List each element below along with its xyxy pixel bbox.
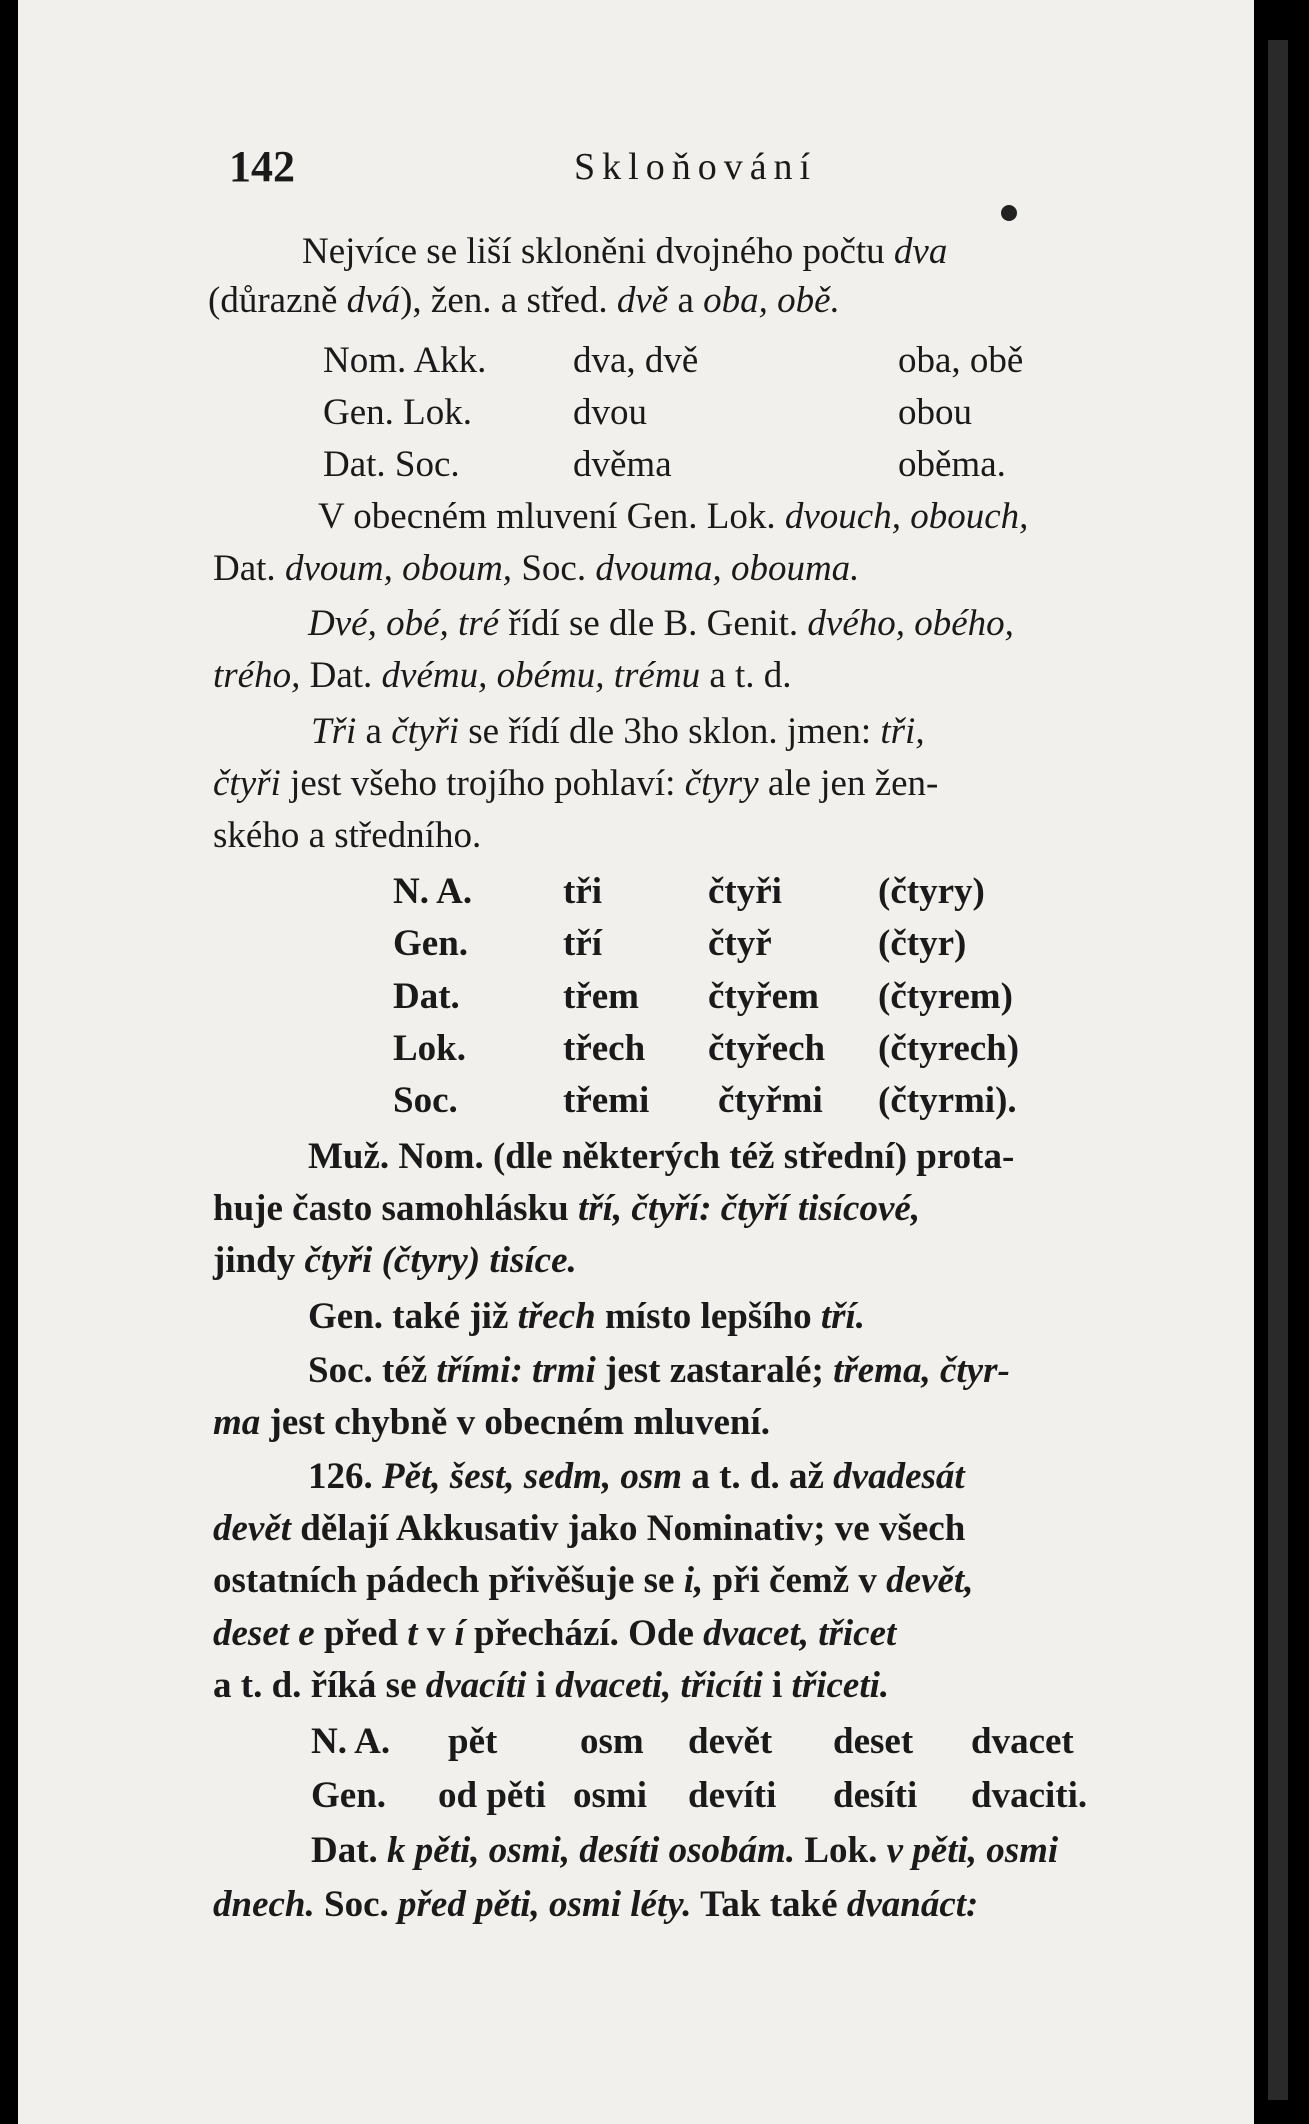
- table-cell: deset: [833, 1721, 914, 1762]
- italic-text: tři,: [880, 711, 925, 752]
- table-cell: čtyřech: [708, 1028, 826, 1069]
- text: jest všeho trojího pohlaví:: [280, 763, 685, 804]
- text: Nejvíce se liší skloněni dvojného počtu: [302, 231, 894, 272]
- text-line: [308, 1138, 1014, 1175]
- italic-text: í: [454, 1613, 465, 1654]
- text-line: [213, 765, 938, 802]
- text: Lok.: [795, 1830, 887, 1871]
- italic-text: Tři: [311, 711, 357, 752]
- table-cell: tří: [563, 923, 603, 964]
- text: a t. d.: [700, 655, 792, 696]
- text-line: [213, 1510, 965, 1547]
- text: i: [762, 1665, 792, 1706]
- text-line: [213, 1562, 973, 1599]
- text-line: [213, 1404, 770, 1441]
- table-cell: (čtyrmi).: [878, 1080, 1017, 1121]
- text-line: [213, 1190, 920, 1227]
- table-cell: třem: [563, 976, 639, 1017]
- text: huje často samohlásku: [213, 1188, 578, 1229]
- book-page: [18, 0, 1254, 2124]
- table-cell: obou: [898, 392, 972, 433]
- text: a: [668, 280, 704, 321]
- text: před: [314, 1613, 408, 1654]
- table-cell: devíti: [688, 1775, 777, 1816]
- table-cell: pět: [448, 1721, 498, 1762]
- table-cell: (čtyry): [878, 871, 985, 912]
- text: a: [356, 711, 392, 752]
- italic-text: devět,: [886, 1560, 974, 1601]
- table-cell: čtyřem: [708, 976, 819, 1017]
- italic-text: devět: [213, 1508, 292, 1549]
- table-cell-case: Lok.: [393, 1028, 467, 1069]
- italic-text: v pěti, osmi: [886, 1830, 1059, 1871]
- text: V obecném mluvení Gen. Lok.: [318, 496, 785, 537]
- italic-text: tří.: [820, 1296, 866, 1337]
- table-cell: čtyřmi: [718, 1080, 823, 1121]
- table-cell-case: Gen.: [311, 1775, 387, 1816]
- table-cell: dvaciti.: [971, 1775, 1088, 1816]
- italic-text: dvě: [616, 280, 669, 321]
- table-cell: tři: [563, 871, 603, 912]
- text: jest chybně v obecném mluvení.: [260, 1402, 771, 1443]
- table-cell: oběma.: [898, 444, 1006, 485]
- table-cell-case: Gen. Lok.: [323, 392, 472, 433]
- text-line: [308, 1298, 865, 1335]
- table-cell: osmi: [573, 1775, 647, 1816]
- text-line: [311, 713, 925, 750]
- text: Dat.: [300, 655, 382, 696]
- italic-text: ma: [213, 1402, 261, 1443]
- italic-text: dvému, obému, trému: [381, 655, 701, 696]
- italic-text: dvanáct:: [846, 1884, 979, 1925]
- text: Gen. také již: [308, 1296, 518, 1337]
- table-cell: (čtyr): [878, 923, 967, 964]
- text: při čemž v: [703, 1560, 887, 1601]
- italic-text: Dvé, obé, tré: [308, 603, 500, 644]
- italic-text: třema, čtyr-: [833, 1350, 1010, 1391]
- table-cell: od pěti: [438, 1775, 546, 1816]
- text: dělají Akkusativ jako Nominativ; ve všech: [291, 1508, 966, 1549]
- table-cell-case: Soc.: [393, 1080, 458, 1121]
- text: a t. d. až: [682, 1456, 834, 1497]
- table-cell: desíti: [833, 1775, 918, 1816]
- italic-text: třími: trmi: [436, 1350, 596, 1391]
- italic-text: dva: [893, 231, 948, 272]
- italic-text: čtyři: [391, 711, 460, 752]
- table-cell: dvacet: [971, 1721, 1074, 1762]
- table-cell: dvou: [573, 392, 647, 433]
- table-cell: devět: [688, 1721, 773, 1762]
- text: (důrazně: [208, 280, 347, 321]
- table-cell: třech: [563, 1028, 646, 1069]
- table-cell-case: N. A.: [311, 1721, 391, 1762]
- text: Soc.: [512, 548, 596, 589]
- italic-text: před pěti, osmi léty.: [398, 1884, 692, 1925]
- text: ), žen. a střed.: [400, 280, 617, 321]
- table-cell: třemi: [563, 1080, 650, 1121]
- text: i: [526, 1665, 556, 1706]
- text-line: [213, 817, 481, 854]
- table-cell: oba, obě: [898, 340, 1024, 381]
- italic-text: Pět, šest, sedm, osm: [382, 1456, 683, 1497]
- table-cell-case: Dat. Soc.: [323, 444, 460, 485]
- text: Muž. Nom. (dle některých též střední) prota-: [308, 1136, 1015, 1177]
- text: ského a středního.: [213, 815, 482, 856]
- italic-text: t: [407, 1613, 418, 1654]
- text-line: [208, 282, 840, 319]
- ink-speck: [1001, 205, 1017, 221]
- italic-text: dvá: [346, 280, 401, 321]
- page-number: 142: [229, 142, 295, 191]
- text-line: [213, 1615, 896, 1652]
- text: a t. d. říká se: [213, 1665, 426, 1706]
- italic-text: oba, obě.: [703, 280, 840, 321]
- italic-text: k pěti, osmi, desíti osobám.: [387, 1830, 796, 1871]
- italic-text: trého,: [213, 655, 301, 696]
- text-line: [308, 605, 1014, 642]
- italic-text: dvaceti, třicíti: [555, 1665, 763, 1706]
- italic-text: čtyři (čtyry) tisíce.: [304, 1240, 577, 1281]
- text-line: [213, 657, 792, 694]
- italic-text: třech: [517, 1296, 596, 1337]
- italic-text: dvouch, obouch,: [784, 496, 1029, 537]
- italic-text: tří, čtyří: čtyří tisícové,: [577, 1188, 921, 1229]
- text-line: [308, 1352, 1010, 1389]
- running-title: Skloňování: [574, 146, 818, 188]
- table-cell-case: Nom. Akk.: [323, 340, 487, 381]
- text: řídí se dle B. Genit.: [499, 603, 808, 644]
- table-cell-case: N. A.: [393, 871, 473, 912]
- facing-page-edge: [1268, 40, 1288, 2100]
- italic-text: dvoum, oboum,: [284, 548, 513, 589]
- text: jindy: [213, 1240, 305, 1281]
- italic-text: dvého, obého,: [807, 603, 1014, 644]
- text: ostatních pádech přivěšuje se: [213, 1560, 684, 1601]
- italic-text: dvacet, třicet: [703, 1613, 897, 1654]
- text: 126.: [308, 1456, 382, 1497]
- table-cell: dva, dvě: [573, 340, 699, 381]
- italic-text: dnech.: [213, 1884, 315, 1925]
- text: místo lepšího: [595, 1296, 821, 1337]
- text: se řídí dle 3ho sklon. jmen:: [459, 711, 881, 752]
- table-cell: dvěma: [573, 444, 672, 485]
- text: ale jen žen-: [758, 763, 939, 804]
- italic-text: deset e: [213, 1613, 315, 1654]
- italic-text: dvouma, obouma.: [595, 548, 860, 589]
- text-line: [302, 233, 947, 270]
- table-cell: (čtyrem): [878, 976, 1013, 1017]
- text: Tak také: [691, 1884, 847, 1925]
- text-line: [213, 1667, 889, 1704]
- table-cell: (čtyrech): [878, 1028, 1020, 1069]
- table-cell: čtyři: [708, 871, 782, 912]
- table-cell: čtyř: [708, 923, 772, 964]
- text-line: [308, 1458, 965, 1495]
- text-line: [213, 1886, 978, 1923]
- text-line: [213, 1242, 577, 1279]
- text: Soc. též: [308, 1350, 437, 1391]
- text: v: [417, 1613, 455, 1654]
- text: přechází. Ode: [464, 1613, 704, 1654]
- table-cell: osm: [580, 1721, 644, 1762]
- text: Soc.: [314, 1884, 398, 1925]
- italic-text: dvacíti: [425, 1665, 527, 1706]
- text: jest zastaralé;: [595, 1350, 834, 1391]
- text-line: [311, 1832, 1058, 1869]
- italic-text: třiceti.: [791, 1665, 890, 1706]
- text: Dat.: [311, 1830, 388, 1871]
- italic-text: dvadesát: [833, 1456, 965, 1497]
- italic-text: i,: [683, 1560, 704, 1601]
- italic-text: čtyry: [684, 763, 759, 804]
- text: Dat.: [213, 548, 285, 589]
- text-line: [318, 498, 1028, 535]
- table-cell-case: Gen.: [393, 923, 469, 964]
- table-cell-case: Dat.: [393, 976, 460, 1017]
- text-line: [213, 550, 859, 587]
- italic-text: čtyři: [213, 763, 281, 804]
